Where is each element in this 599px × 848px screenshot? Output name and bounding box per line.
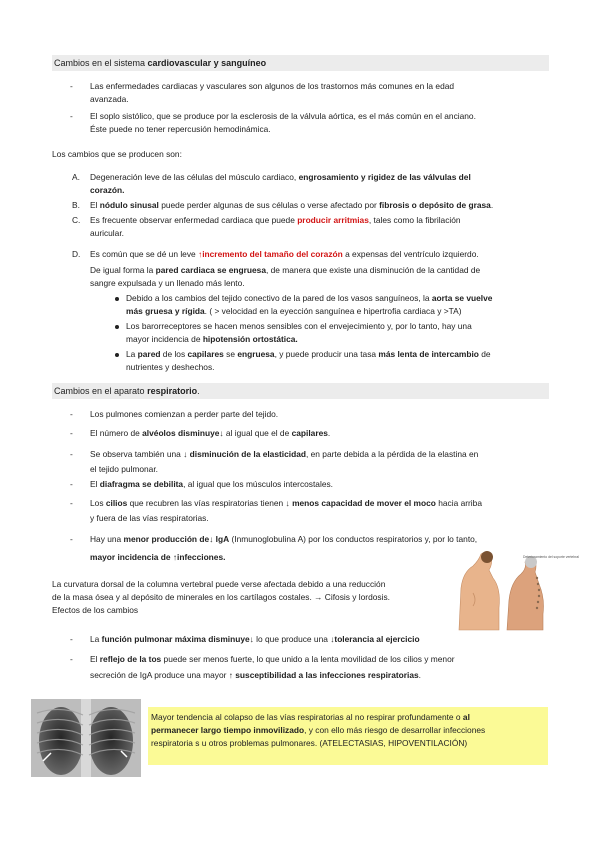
resp-item-1: Los pulmones comienzan a perder parte del tejido. (90, 409, 279, 419)
resp-item-5-cont: y fuera de las vías respiratorias. (90, 513, 209, 523)
resp-curvature-1: La curvatura dorsal de la columna vertebral puede verse afectada debido a una reducción (52, 579, 386, 589)
highlight-line-2: permanecer largo tiempo inmovilizado, y con ello más riesgo de desarrollar infecciones (151, 725, 486, 735)
cardio-dash-2: El soplo sistólico, que se produce por la esclerosis de la válvula aórtica, es el más común en el anciano. (90, 111, 476, 121)
section-heading-cardio: Cambios en el sistema cardiovascular y sanguíneo (52, 55, 549, 71)
dash-marker: - (70, 111, 73, 121)
resp-item-4: El diafragma se debilita, al igual que los músculos intercostales. (90, 479, 333, 489)
cardio-sub-1: Debido a los cambios del tejido conectivo de la pared de los vasos sanguíneos, la aorta se vuelve (126, 293, 493, 303)
resp-item-2: El número de alvéolos disminuye↓ al igual que el de capilares. (90, 428, 331, 438)
list-label-d: D. (72, 249, 81, 259)
resp-curvature-2: de la masa ósea y al depósito de minerales en los cartílagos costales. → Cifosis y lordosis. (52, 592, 390, 602)
sub-bullet (115, 325, 119, 329)
dash-marker: - (70, 428, 73, 438)
cardio-item-a: Degeneración leve de las células del músculo cardiaco, engrosamiento y rigidez de las válvulas del (90, 172, 471, 182)
dash-marker: - (70, 634, 73, 644)
dash-marker: - (70, 449, 73, 459)
resp-effect-2-cont: secreción de IgA produce una mayor ↑ susceptibilidad a las infecciones respiratorias. (90, 670, 421, 680)
sub-bullet (115, 353, 119, 357)
cardio-item-b: El nódulo sinusal puede perder algunas de sus células o verse afectado por fibrosis o depósito de grasa. (90, 200, 494, 210)
cardio-sub-1-cont: más gruesa y rígida. ( > velocidad en la eyección sanguínea e hipertrofia cardiaca y >TA) (126, 306, 462, 316)
resp-item-3: Se observa también una ↓ disminución de la elasticidad, en parte debida a la pérdida de la elastina en (90, 449, 479, 459)
cardio-intro: Los cambios que se producen son: (52, 149, 182, 159)
cardio-sub-2-cont: mayor incidencia de hipotensión ortostática. (126, 334, 298, 344)
spine-caption: Deterioramiento del soporte vertebral (523, 555, 579, 559)
cardio-item-d2: De igual forma la pared cardiaca se engruesa, de manera que existe una disminución de la cantidad de (90, 265, 481, 275)
cardio-sub-3: La pared de los capilares se engruesa, y puede producir una tasa más lenta de intercambio de (126, 349, 491, 359)
chest-xray-image (31, 699, 141, 777)
dash-marker: - (70, 479, 73, 489)
cardio-sub-3-cont: nutrientes y deshechos. (126, 362, 215, 372)
list-label-c: C. (72, 215, 81, 225)
highlight-line-3: respiratoria s u otros problemas pulmonares. (ATELECTASIAS, HIPOVENTILACIÓN) (151, 738, 468, 748)
cardio-item-c: Es frecuente observar enfermedad cardiaca que puede producir arritmias, tales como la fibrilación (90, 215, 461, 225)
cardio-item-d: Es común que se dé un leve ↑incremento del tamaño del corazón a expensas del ventrículo izquierdo. (90, 249, 479, 259)
spine-illustration (449, 548, 579, 630)
cardio-item-c-cont: auricular. (90, 228, 124, 238)
highlight-line-1: Mayor tendencia al colapso de las vías respiratorias al no respirar profundamente o al (151, 712, 470, 722)
cardio-dash-1: Las enfermedades cardiacas y vasculares son algunos de los trastornos más comunes en la edad (90, 81, 455, 91)
resp-effect-2: El reflejo de la tos puede ser menos fuerte, lo que unido a la lenta movilidad de los cilios y menor (90, 654, 455, 664)
dash-marker: - (70, 498, 73, 508)
dash-marker: - (70, 534, 73, 544)
cardio-item-a-cont: corazón. (90, 185, 125, 195)
dash-marker: - (70, 409, 73, 419)
cardio-item-d2-cont: sangre expulsada y un llenado más lento. (90, 278, 245, 288)
resp-item-3-cont: el tejido pulmonar. (90, 464, 158, 474)
dash-marker: - (70, 81, 73, 91)
list-label-a: A. (72, 172, 80, 182)
resp-effects-heading: Efectos de los cambios (52, 605, 139, 615)
cardio-sub-2: Los barorreceptores se hacen menos sensibles con el envejecimiento y, por lo tanto, hay una (126, 321, 472, 331)
sub-bullet (115, 297, 119, 301)
resp-effect-1: La función pulmonar máxima disminuye↓ lo que produce una ↓tolerancia al ejercicio (90, 634, 420, 644)
resp-item-5: Los cilios que recubren las vías respiratorias tienen ↓ menos capacidad de mover el moco hacia arriba (90, 498, 482, 508)
section-heading-resp: Cambios en el aparato respiratorio. (52, 383, 549, 399)
cardio-dash-2b: Éste puede no tener repercusión hemodinámica. (90, 124, 271, 134)
cardio-dash-1b: avanzada. (90, 94, 129, 104)
list-label-b: B. (72, 200, 80, 210)
resp-item-6: Hay una menor producción de↓ IgA (Inmunoglobulina A) por los conductos respiratorios y, por lo tanto, (90, 534, 478, 544)
resp-item-6-cont: mayor incidencia de ↑infecciones. (90, 552, 226, 562)
dash-marker: - (70, 654, 73, 664)
